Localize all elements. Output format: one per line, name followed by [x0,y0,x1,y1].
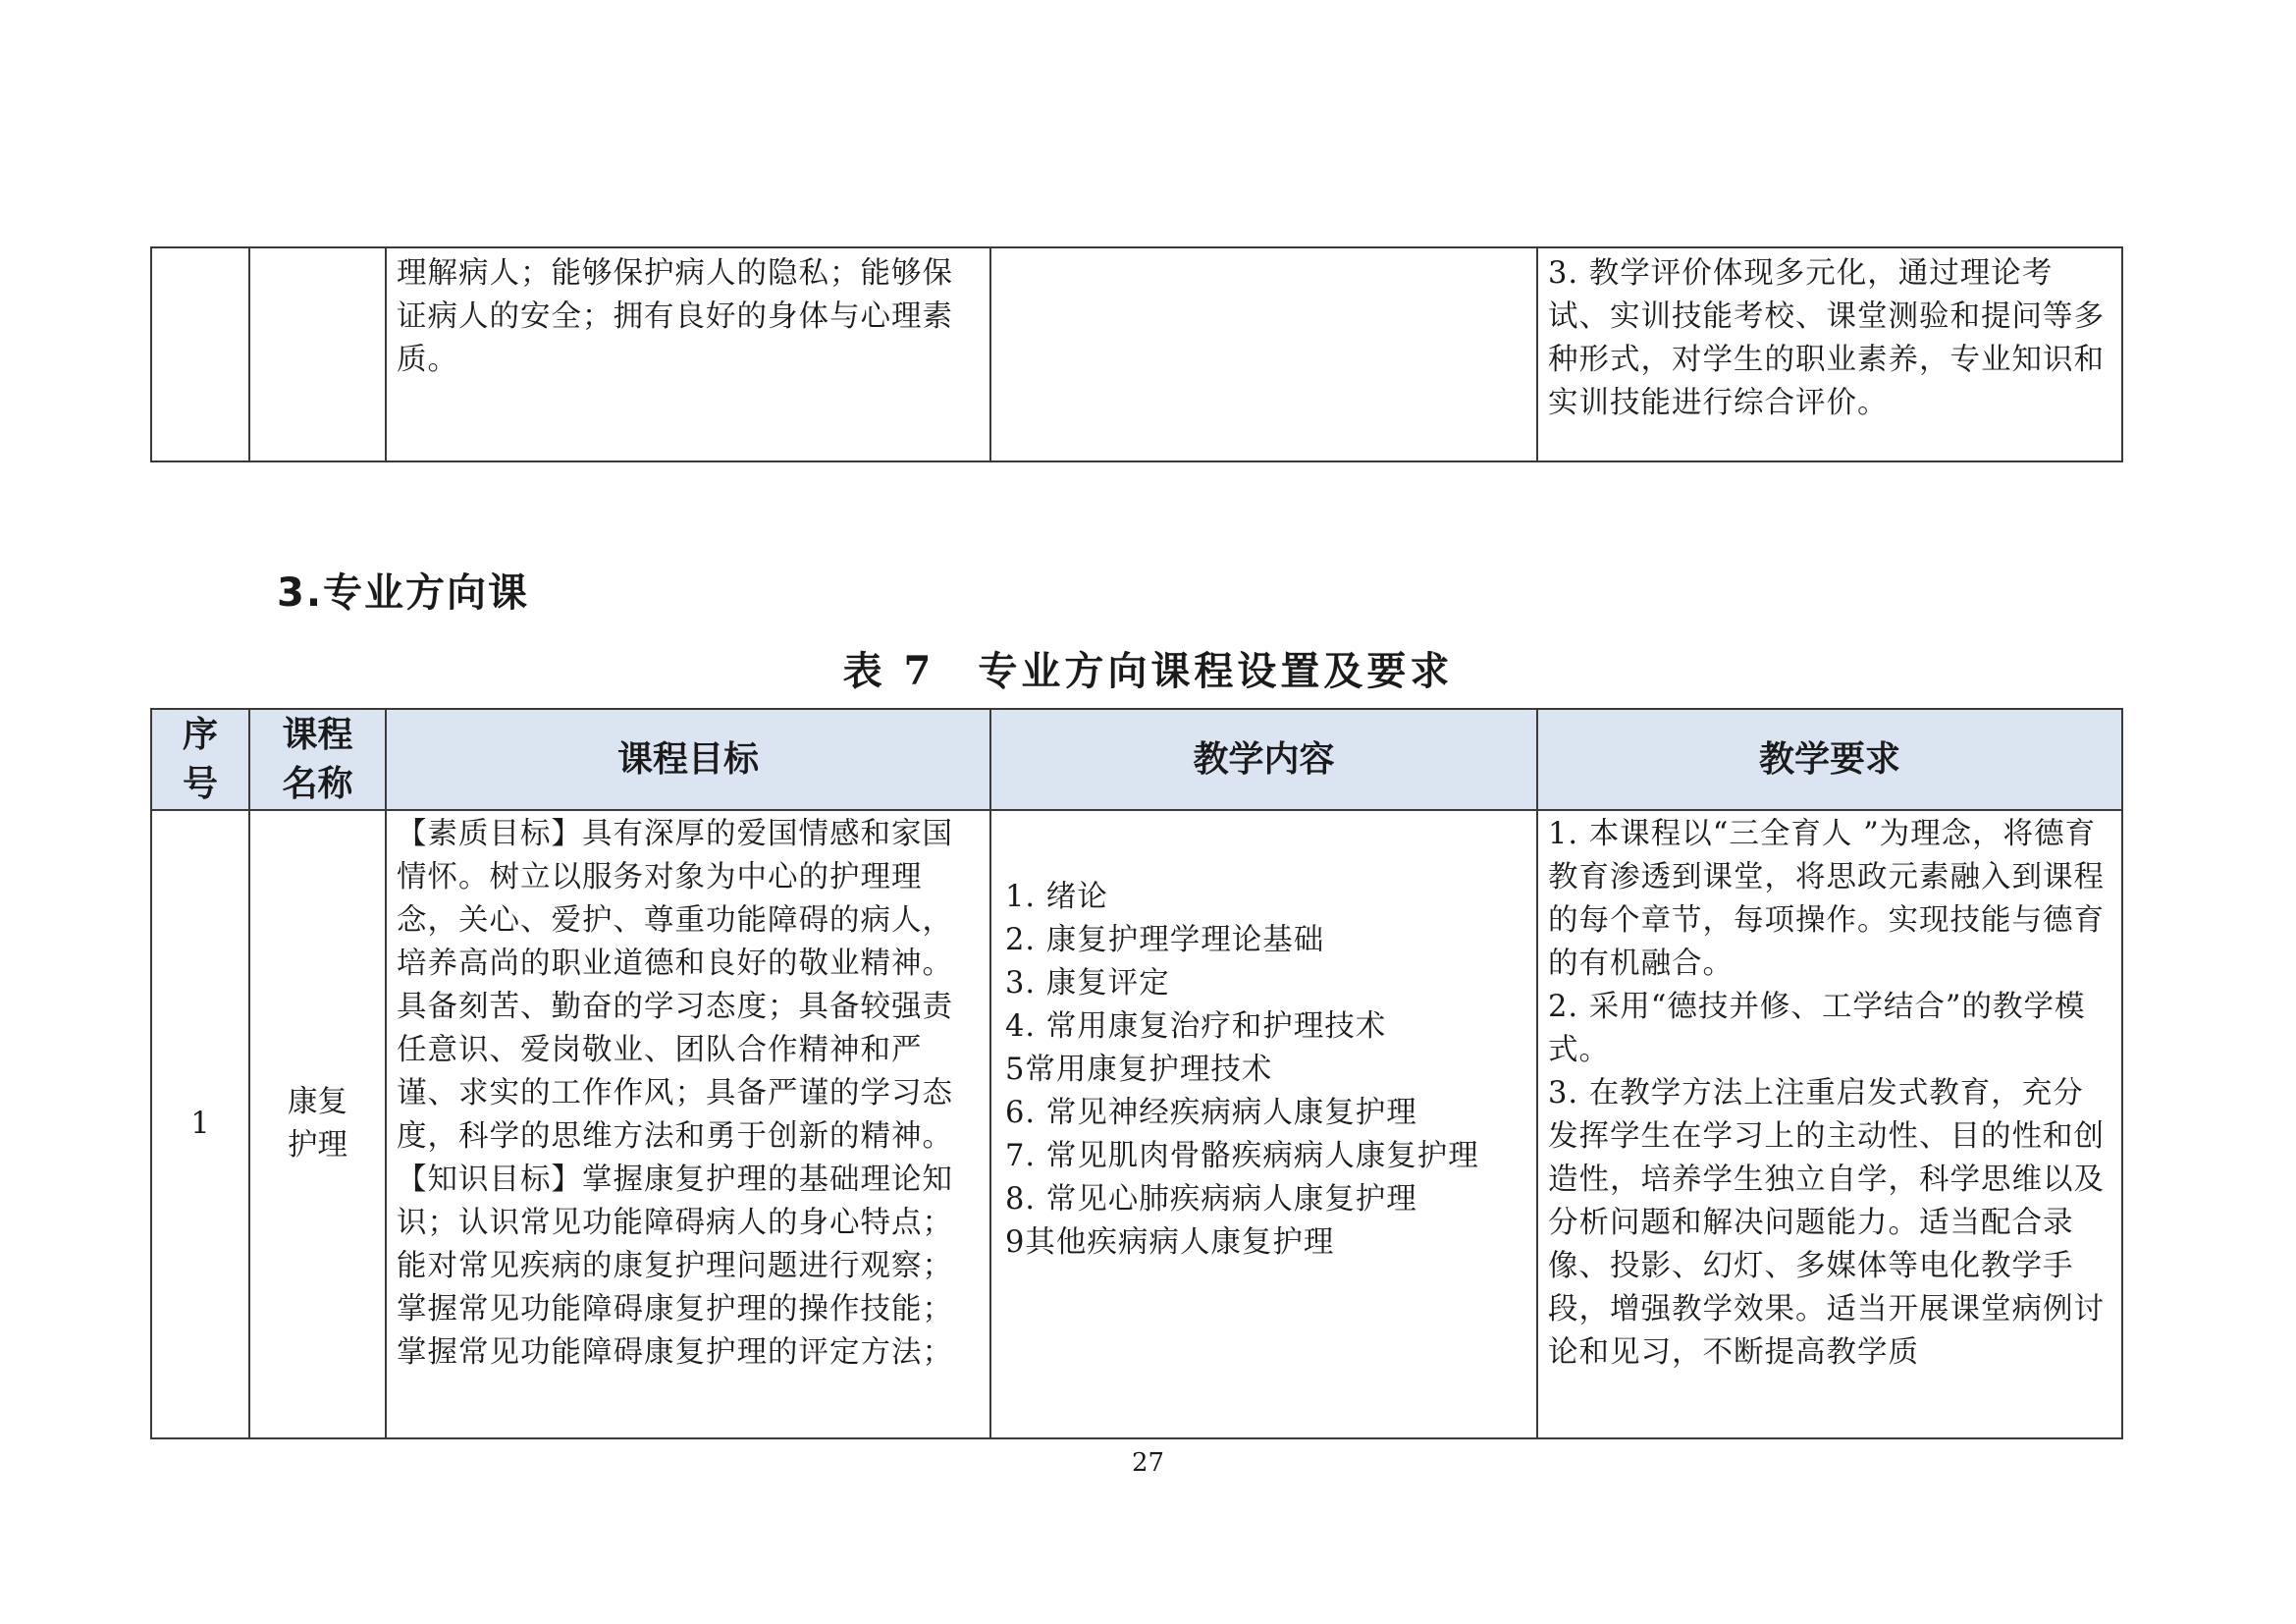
page-number: 27 [1131,1448,1165,1478]
content-item: 4. 常用康复治疗和护理技术 [1005,1009,1387,1044]
row-goal-cell [386,810,990,1438]
continued-table [150,246,2123,462]
course-table [150,708,2123,1439]
header-goal: 课程目标 [386,709,990,810]
header-index: 序 号 [151,709,249,810]
content-item: 8. 常见心肺疾病病人康复护理 [1005,1182,1417,1217]
content-item: 5常用康复护理技术 [1005,1053,1273,1087]
requirement-cell [1537,247,2122,461]
row-index: 1 [151,810,249,1438]
header-requirement: 教学要求 [1537,709,2122,810]
header-name: 课程 名称 [249,709,386,810]
goal-text: 理解病人；能够保护病人的隐私；能够保证病人的安全；拥有良好的身体与心理素质。 [397,256,953,377]
table-header-row [151,709,2122,810]
section-heading: 3.专业方向课 [277,570,530,616]
requirement-text: 3. 教学评价体现多元化，通过理论考试、实训技能考校、课堂测验和提问等多 种形式，对学生的职业素养，专业知识和实训技能进行综合评价。 [1548,256,2105,420]
content-cell [990,247,1537,461]
content-item: 2. 康复护理学理论基础 [1005,923,1325,957]
table-row [151,810,2122,1438]
row-requirement-cell [1537,810,2122,1438]
table-caption: 表 7 专业方向课程设置及要求 [842,648,1454,694]
name-cell [249,247,386,461]
row-requirement-text: 1. 本课程以“三全育人 ”为理念，将德育教育渗透到课堂，将思政元素融入到课程的每个章节，每项操作。实现技能与德育的有机融合。 2. 采用“德技并修、工学结合”的教学模式。 3. 在教学方法上注重启发式教育，充分发挥学生在学习上的主动性、目的性和创造性，培养学生独立自学，科学思维以及分析问题和解决问题能力。适当配合录像、投影、幻灯、多媒体等电化教学手段，增强教学效果。适当开展课堂病例讨论和见习，不断提高教学质 [1548,817,2105,1370]
index-cell [151,247,249,461]
content-item: 9其他疾病病人康复护理 [1005,1225,1335,1260]
header-content: 教学内容 [990,709,1537,810]
row-course-name: 康复 护理 [249,810,386,1438]
content-item: 3. 康复评定 [1005,966,1170,1001]
row-content-cell [990,810,1537,1438]
content-item: 6. 常见神经疾病病人康复护理 [1005,1096,1417,1130]
goal-cell [386,247,990,461]
content-item: 7. 常见肌肉骨骼疾病病人康复护理 [1005,1139,1479,1173]
row-goal-text: 【素质目标】具有深厚的爱国情感和家国情怀。树立以服务对象为中心的护理理念，关心、爱护、尊重功能障碍的病人，培养高尚的职业道德和良好的敬业精神。 具备刻苦、勤奋的学习态度；具备较强责任意识、爱岗敬业、团队合作精神和严谨、求实的工作作风；具备严谨的学习态度，科学的思维方法和勇于创新的精神。 【知识目标】掌握康复护理的基础理论知识；认识常见功能障碍病人的身心特点；能对常见疾病的康复护理问题进行观察；掌握常见功能障碍康复护理的操作技能；掌握常见功能障碍康复护理的评定方法； [397,817,953,1370]
table-row [151,247,2122,461]
content-item: 1. 绪论 [1005,880,1108,914]
